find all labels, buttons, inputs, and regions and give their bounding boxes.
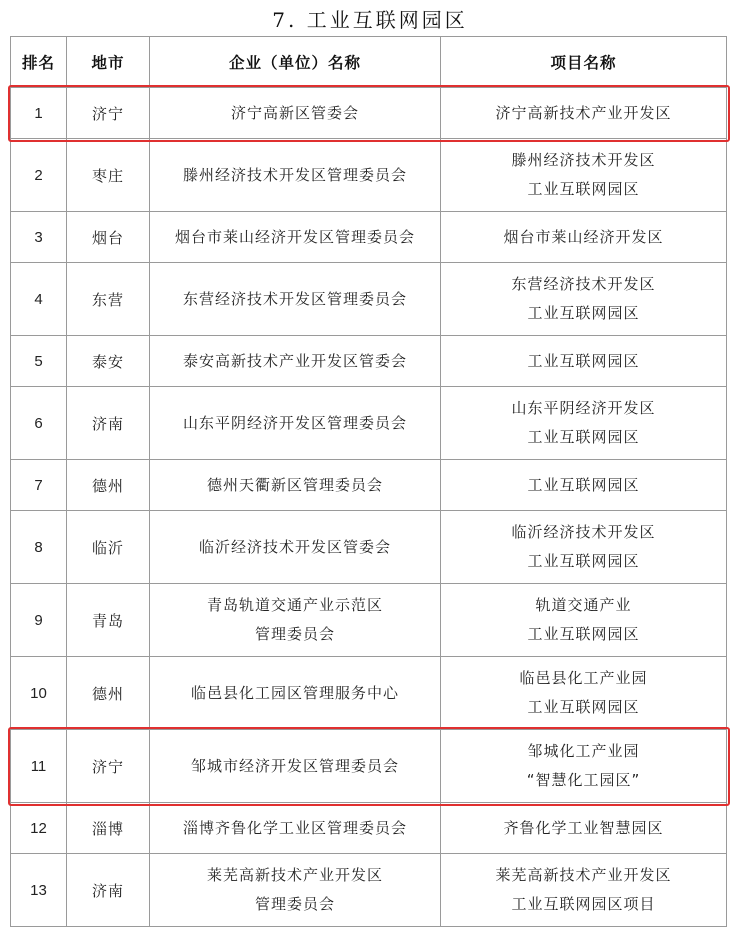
project-cell [441,657,727,730]
project-name-line: 工业互联网园区项目 [511,895,656,913]
table-row [11,139,727,212]
company-cell [150,88,441,139]
company-cell [150,584,441,657]
city-cell: 临沂 [67,511,150,584]
company-cell [150,139,441,212]
table-row [11,387,727,460]
company-cell [150,657,441,730]
city-cell: 淄博 [67,803,150,854]
company-cell [150,803,441,854]
company-name-line: 管理委员会 [254,625,335,643]
ranking-table [10,36,727,927]
project-name-line: 工业互联网园区 [527,698,640,716]
rank-cell: 8 [11,511,67,584]
project-name-line: 工业互联网园区 [527,552,640,570]
project-name-line: 工业互联网园区 [527,180,640,198]
rank-cell: 10 [11,657,67,730]
table-row [11,803,727,854]
project-name-line: 轨道交通产业 [535,596,632,614]
table-row [11,212,727,263]
rank-cell: 1 [11,88,67,139]
company-cell [150,336,441,387]
company-name-line: 泰安高新技术产业开发区管委会 [182,351,407,370]
header-rank: 排名 [11,37,67,88]
company-cell [150,730,441,803]
rank-cell: 12 [11,803,67,854]
rank-cell: 3 [11,212,67,263]
table-row [11,263,727,336]
project-name-line: 临沂经济技术开发区 [511,523,656,541]
rank-cell: 4 [11,263,67,336]
company-cell [150,263,441,336]
project-name-line: 齐鲁化学工业智慧园区 [503,818,664,837]
table-row [11,460,727,511]
rank-cell: 2 [11,139,67,212]
rank-cell: 11 [11,730,67,803]
project-cell [441,336,727,387]
company-name-line: 滕州经济技术开发区管理委员会 [182,165,407,184]
page-title: 7. 工业互联网园区 [272,8,468,32]
company-cell [150,854,441,927]
table-row [11,854,727,927]
project-cell [441,854,727,927]
company-name-line: 德州天衢新区管理委员会 [206,475,383,494]
city-cell: 济南 [67,387,150,460]
header-city: 地市 [67,37,150,88]
rank-cell: 9 [11,584,67,657]
project-cell [441,212,727,263]
project-name-line: 工业互联网园区 [527,351,640,370]
project-cell [441,511,727,584]
project-cell [441,263,727,336]
project-cell [441,88,727,139]
project-cell [441,584,727,657]
company-name-line: 临沂经济技术开发区管委会 [198,537,391,556]
table-row [11,584,727,657]
project-cell [441,139,727,212]
project-name-line: 东营经济技术开发区 [511,275,656,293]
company-name-line: 烟台市莱山经济开发区管理委员会 [174,227,415,246]
company-name-line: 管理委员会 [254,895,335,913]
company-name-line: 邹城市经济开发区管理委员会 [190,756,399,775]
project-name-line: 工业互联网园区 [527,625,640,643]
project-name-line: 工业互联网园区 [527,304,640,322]
project-name-line: 滕州经济技术开发区 [511,151,656,169]
company-name-line: 淄博齐鲁化学工业区管理委员会 [182,818,407,837]
project-name-line: 工业互联网园区 [527,428,640,446]
company-cell [150,460,441,511]
city-cell: 德州 [67,657,150,730]
project-name-line: 山东平阴经济开发区 [511,399,656,417]
city-cell: 济宁 [67,88,150,139]
project-cell [441,460,727,511]
company-cell [150,212,441,263]
table-row [11,511,727,584]
rank-cell: 5 [11,336,67,387]
company-name-line: 东营经济技术开发区管理委员会 [182,289,407,308]
company-name-line: 莱芜高新技术产业开发区 [206,866,383,884]
company-name-line: 济宁高新区管委会 [230,103,359,122]
header-company: 企业（单位）名称 [150,37,441,88]
table-row [11,336,727,387]
project-name-line: 莱芜高新技术产业开发区 [495,866,672,884]
project-cell [441,803,727,854]
city-cell: 泰安 [67,336,150,387]
header-project: 项目名称 [441,37,727,88]
project-cell [441,387,727,460]
rank-cell: 7 [11,460,67,511]
table-body [11,88,727,927]
company-cell [150,511,441,584]
company-cell [150,387,441,460]
city-cell: 德州 [67,460,150,511]
city-cell: 济南 [67,854,150,927]
project-name-line: 济宁高新技术产业开发区 [495,103,672,122]
rank-cell: 13 [11,854,67,927]
city-cell: 枣庄 [67,139,150,212]
project-cell [441,730,727,803]
project-name-line: 临邑县化工产业园 [519,669,648,687]
project-name-line: “智慧化工园区” [526,771,641,789]
city-cell: 烟台 [67,212,150,263]
rank-cell: 6 [11,387,67,460]
project-name-line: 烟台市莱山经济开发区 [503,227,664,246]
table-row [11,730,727,803]
city-cell: 济宁 [67,730,150,803]
company-name-line: 山东平阴经济开发区管理委员会 [182,413,407,432]
table-header-row [11,37,727,88]
table-row [11,88,727,139]
table-row [11,657,727,730]
city-cell: 青岛 [67,584,150,657]
project-name-line: 工业互联网园区 [527,475,640,494]
company-name-line: 临邑县化工园区管理服务中心 [190,683,399,702]
company-name-line: 青岛轨道交通产业示范区 [206,596,383,614]
project-name-line: 邹城化工产业园 [527,742,640,760]
city-cell: 东营 [67,263,150,336]
